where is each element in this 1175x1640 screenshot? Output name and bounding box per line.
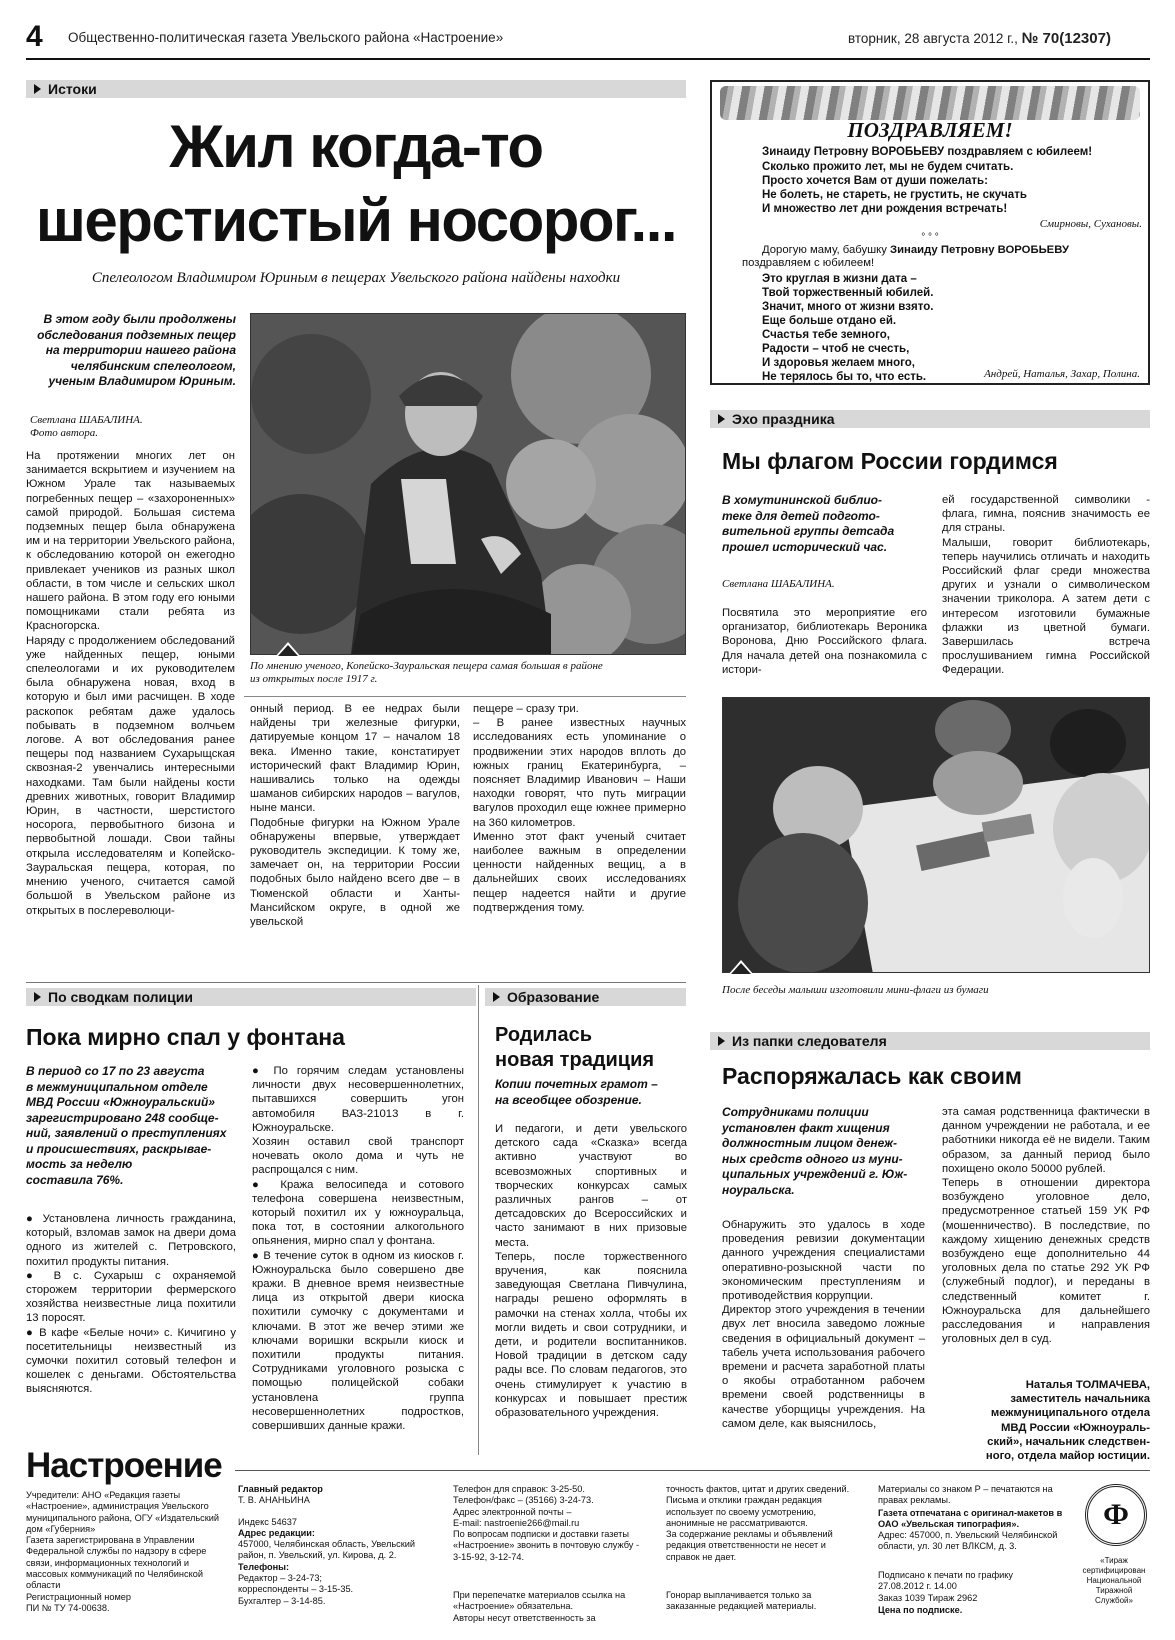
echo-lead: В хомутининской библио- теке для детей подгото- вительной группы детсада прошел исторический час. [722, 493, 895, 554]
rubric-investigator [710, 1032, 1150, 1050]
rubric-arrow-icon [34, 84, 41, 94]
imprint-ads: Материалы со знаком Р – печатаются на правах рекламы. [878, 1484, 1053, 1506]
imprint-phones: Редактор – 3-24-73; корреспонденты – 3-15-35. Бухгалтер – 3-14-85. [238, 1573, 354, 1606]
echo-byline: Светлана ШАБАЛИНА. [722, 578, 835, 590]
congrats-p1-intro: Зинаиду Петровну ВОРОБЬЕВУ поздравляем с юбилеем! [762, 146, 1093, 158]
page-number: 4 [26, 20, 43, 53]
investigator-sign: Наталья ТОЛМАЧЕВА, заместитель начальника межмуниципального отдела МВД России «Южноураль- ский», начальник следствен- ного, отдела майор юстиции. [985, 1379, 1150, 1463]
istoki-byline: Светлана ШАБАЛИНА. Фото автора. [30, 414, 143, 439]
istoki-subhead: Спелеологом Владимиром Юриным в пещерах Увельского района найдены находки [91, 270, 621, 286]
imprint-printed-addr: Адрес: 457000, п. Увельский Челябинской области, ул. 30 лет ВЛКСМ, д. 3. [878, 1530, 1058, 1552]
police-col1: ● Установлена личность гражданина, который, взломав замок на двери дома одного из жителей с. Петровского, похитил продукты питания. ● В с. Сухарыш с охраняемой сторожем территории фермерского хозяйства неизвестные лица похитили 13 поросят. ● В кафе «Белые ночи» с. Кичигино у посетительницы неизвестный из сумочки похитил сотовый телефон и кошелек с деньгами. Обстоятельства выясняются. [26, 1213, 236, 1396]
rubric-echo [710, 410, 1150, 428]
congrats-p1-verse: Сколько прожито лет, мы не будем считать. Просто хочется Вам от души пожелать: Не болеть, не стареть, не грустить, не скучать И множество лет дни рождения встречать! [762, 161, 1027, 215]
imprint-contacts: Телефон для справок: 3-25-50. Телефон/факс – (35166) 3-24-73. Адрес электронной почты – E-mail: nastroenie266@mail.ru По вопросам подписки и доставки газеты «Настроение» звонить в почтовую службу - 3-15-92, 3-12-74. [453, 1484, 640, 1562]
police-top-rule [26, 982, 686, 983]
children-photo-image [723, 698, 1150, 973]
education-lead: Копии почетных грамот – на всеобщее обозрение. [495, 1077, 658, 1107]
congrats-p1-sign: Смирновы, Сухановы. [1039, 218, 1142, 230]
rubric-police [26, 988, 476, 1006]
police-col2: ● По горячим следам установлены личности двух несовершеннолетних, пытавшихся совершить угон автомобиля ВАЗ-21013 в г. Южноуральске. Хозяин оставил свой транспорт ночевать около дома и чуть не распрощался с ним. ● Кража велосипеда и сотового телефона совершена неизвестным, который похитил их у южноуральца, пока тот, в состоянии алкогольного опьянения, мирно спал у фонтана. ● В течение суток в одном из киосков г. Южноуральска было совершено две кражи. В дневное время неизвестные лица из открытой двери киоска похитили сумочку с документами и ключами. В этот же вечер этими же ключами воришки вскрыли киоск и похитили продукты питания. Сотрудниками уголовного розыска с помощью полицейской собаки установлена группа несовершеннолетних подростков, совершивших данные кражи. [252, 1065, 464, 1433]
rubric-label: Из папки следователя [732, 1033, 887, 1049]
investigator-lead: Сотрудниками полиции установлен факт хищения должностным лицом денеж- ных средств одного из муни- ципальных учреждений г. Юж- ноуральска. [722, 1105, 908, 1197]
imprint-reprint: При перепечатке материалов ссылка на «Настроение» обязательна. Авторы несут ответственность за [453, 1590, 626, 1623]
echo-headline: Мы флагом России гордимся [722, 448, 1058, 474]
congrats-p2-verse: Это круглая в жизни дата – Твой торжественный юбилей. Значит, много от жизни взято. Еще больше отдано ей. Счастья тебе земного, Радости – чтоб не счесть, И здоровья желаем много, Не терялось бы то, что есть. [762, 273, 934, 383]
imprint-printed-label: Газета отпечатана с оригинал-макетов в ОАО «Увельская типография». [878, 1508, 1063, 1530]
masthead-logo: Настроение [26, 1446, 222, 1485]
imprint-editor-name: Т. В. АНАНЬИНА [238, 1495, 310, 1506]
imprint-rule [235, 1470, 1150, 1471]
investigator-col2: эта самая родственница фактически в данном учреждении не работала, и ее работники никогда её не видели. Таким образом, за данный период было похищено около 50000 рублей. Теперь в отношении директора возбуждено уголовное дело, предусмотренное статьей 159 УК РФ (мошенничество). В последствие, по каждому хищению денежных средств возбуждено еще дополнительно 44 уголовных дела по статье 292 УК РФ (служебный подлог), и переданы в следственный комитет г. Южноуральска для дальнейшего расследования и направления уголовных дел в суд. [942, 1106, 1150, 1346]
police-lead: В период со 17 по 23 августа в межмуниципальном отделе МВД России «Южноуральский» зарегистрировано 248 сообще- ний, заявлений о преступлениях и происшествиях, раскрывае- мость за неделю составила 76%. [26, 1064, 227, 1187]
imprint-price: Цена по подписке. [878, 1605, 963, 1615]
rubric-arrow-icon [718, 414, 725, 424]
police-edu-divider [478, 985, 479, 1455]
congrats-separator: ° ° ° [921, 232, 939, 243]
education-body: И педагоги, и дети увельского детского сада «Сказка» всегда активно участвуют во всевозможных спортивных и творческих конкурсах самых различных рангов – от детсадовских до Всероссийских и часто занимают в них призовые места. Теперь, после торжественного вручения, как пояснила заведующая Светлана Пивчулина, награды решено оформлять в рамочки на стенах холла, чтобы их могли видеть и свои сотрудники, и дети, и родители воспитанников. Новой традиции в детском саду рады все. По словам педагогов, это очень стимулирует к участию в конкурсах и повышает престиж образовательного учреждения. [495, 1123, 687, 1420]
investigator-headline: Распоряжалась как своим [722, 1063, 1022, 1089]
congrats-box [710, 80, 1150, 385]
imprint-editor-label: Главный редактор [238, 1484, 323, 1494]
children-photo-caption: После беседы малыши изготовили мини-флаги из бумаги [722, 984, 989, 996]
investigator-col1: Обнаружить это удалось в ходе проведения ревизии документации данного учреждения специалистами оперативно-розыскной части по экономическим преступлениям и противодействия коррупции. Директор этого учреждения в течении двух лет вносила заведомо ложные сведения в официальный документ – табель учета использования рабочего времени и расчета заработной платы о якобы отработанном рабочем времени своей родственницы в качестве уборщицы учреждения. На самом деле, как выяснилось, [722, 1219, 925, 1430]
congrats-p2-intro-a: Дорогую маму, бабушку [762, 244, 891, 256]
rubric-arrow-icon [493, 992, 500, 1002]
istoki-col2: онный период. В ее недрах были найдены три железные фигурки, датируемые концом 17 – началом 18 века. Именно такие, констатирует исторический факт Владимир Юрин, нашивались только на одежды шаманов сибирских народов – вагулов, ныне манси. Подобные фигурки на Южном Урале обнаружены впервые, утверждает руководитель экспедиции. К тому же, замечает он, на территории России подобных было найдено всего две – в Тюменской области и Ханты-Мансийском округе, в одной же увельской [250, 703, 460, 929]
rubric-label: Образование [507, 989, 600, 1005]
imprint-fee: Гонорар выплачивается только за заказанные редакцией материалы. [666, 1590, 817, 1612]
rubric-label: По сводкам полиции [48, 989, 193, 1005]
issue-date [848, 30, 1111, 47]
rubric-education [485, 988, 686, 1006]
paper-title: Общественно-политическая газета Увельского района «Настроение» [68, 30, 504, 45]
imprint-founders: Учредители: АНО «Редакция газеты «Настроение», администрация Увельского муниципального района, ОГУ «Издательский дом «Губерния» Газета зарегистрирована в Управлении Федеральной службы по надзору в сфере связи, информационных технологий и массовых коммуникаций по Челябинской области Регистрационный номер ПИ № ТУ 74-00638. [26, 1490, 220, 1613]
imprint-phones-label: Телефоны: [238, 1561, 290, 1572]
congrats-p2-intro-b: Зинаиду Петровну ВОРОБЬЕВУ [890, 244, 1069, 256]
congrats-p2-sign: Андрей, Наталья, Захар, Полина. [984, 368, 1140, 380]
triangle-marker-icon [275, 642, 301, 657]
rubric-arrow-icon [718, 1036, 725, 1046]
imprint-editor-block [238, 1484, 433, 1607]
scientist-photo-image [251, 314, 686, 655]
rubric-arrow-icon [34, 992, 41, 1002]
rubric-label: Эхо праздника [732, 411, 835, 427]
congrats-p2-intro-c: поздравляем с юбилеем! [742, 257, 875, 269]
istoki-lead: В этом году были продолжены обследования подземных пещер на территории нашего района челябинским спелеологом, ученым Владимиром Юриным. [37, 312, 236, 388]
triangle-marker-icon [728, 960, 754, 975]
scientist-photo [250, 313, 686, 655]
rubric-istoki [26, 80, 686, 98]
istoki-divider [244, 696, 686, 697]
imprint-signed: Подписано к печати по графику 27.08.2012 г. 14.00 Заказ 1039 Тираж 2962 [878, 1570, 1013, 1603]
issue-number: № 70(12307) [1021, 30, 1111, 47]
floral-border-icon [720, 86, 1140, 120]
children-photo [722, 697, 1150, 973]
istoki-headline: Жил когда-то шерстистый носорог... [35, 113, 677, 254]
echo-col1: Посвятила это мероприятие его организатор, библиотекарь Вероника Воронова, Дню Российского флага. Для начала детей она познакомила с истори- [722, 607, 927, 676]
imprint-index: Индекс 54637 [238, 1516, 297, 1527]
circulation-seal-icon: Ф [1085, 1484, 1147, 1546]
date-text: вторник, 28 августа 2012 г., [848, 31, 1018, 46]
congrats-p2-intro [742, 244, 1142, 270]
scientist-photo-caption: По мнению ученого, Копейско-Зауральская пещера самая большая в районе из открытых после 1917 г. [250, 660, 603, 685]
header-rule [26, 58, 1150, 60]
rubric-label: Истоки [48, 81, 97, 97]
imprint-address: 457000, Челябинская область, Увельский район, п. Увельский, ул. Кирова, д. 2. [238, 1539, 415, 1561]
imprint-accuracy: точность фактов, цитат и других сведений. Письма и отклики граждан редакция использует по своему усмотрению, анонимные не рассматриваются. За содержание рекламы и объявлений редакция ответственности не несет и справок не дает. [666, 1484, 850, 1562]
congrats-title: ПОЗДРАВЛЯЕМ! [847, 118, 1013, 142]
istoki-col1: На протяжении многих лет он занимается вскрытием и изучением на Южном Урале так называемых погребенных пещер – «захороненных» самой природой. Большая система подземных пещер была обнаружена им и на территории Увельского района, к обследованию которой он ежегодно привлекает учеников из разных школ области, в том числе и сельских школ нашего района. В этом году его юными помощниками стали ребята из Красногорска. Наряду с продолжением обследований уже найденных пещер, юными спелеологами и их руководителем была обнаружена новая, вход в которую и был ими расчищен. В ходе раскопок ребятам даже удалось побывать в подземном волчьем логове. А вот обследования ранее пещеры под названием Сухарыщская сквозная-2 увенчались интересными находками. Там были найдены кости древних животных, говорит Владимир Юрин, в частности, шерстистого носорога, первобытного бизона и первобытной лошади. Свои тайны открыла исследователям и Копейско-Зауральская пещера, которая, по мнению ученого, считается самой большой в Увельском районе из открытых в послереволюци- [26, 450, 235, 917]
istoki-col3: пещере – сразу три. – В ранее известных научных исследованиях есть упоминание о продвижении этих народов вплоть до южных границ Екатеринбурга, – поясняет Владимир Иванович – Наши находки говорят, что путь миграции вагулов проходил еще южнее примерно на 360 километров. Именно этот факт ученый считает наиболее важным в определении ценности найденных вещиц, а в дальнейших своих исследованиях пещер надеется найти и другие подтверждения тому. [473, 703, 686, 914]
imprint-seal-text: «Тираж сертифицирован Национальной Тиражной Службой» [1082, 1556, 1146, 1605]
imprint-address-label: Адрес редакции: [238, 1527, 315, 1538]
echo-col2: ей государственной символики - флага, гимна, пояснив значимость ее для страны. Малыши, говорит библиотекарь, теперь научились отличать и находить Российский флаг среди множества других и узнали о символическом значении триколора. А затем дети с интересом изготовили бумажные флажки из цветной бумаги. Завершилась встреча прослушиванием гимна Российской Федерации. [942, 494, 1150, 677]
police-headline: Пока мирно спал у фонтана [26, 1024, 345, 1050]
education-headline: Родилась новая традиция [495, 1024, 655, 1071]
